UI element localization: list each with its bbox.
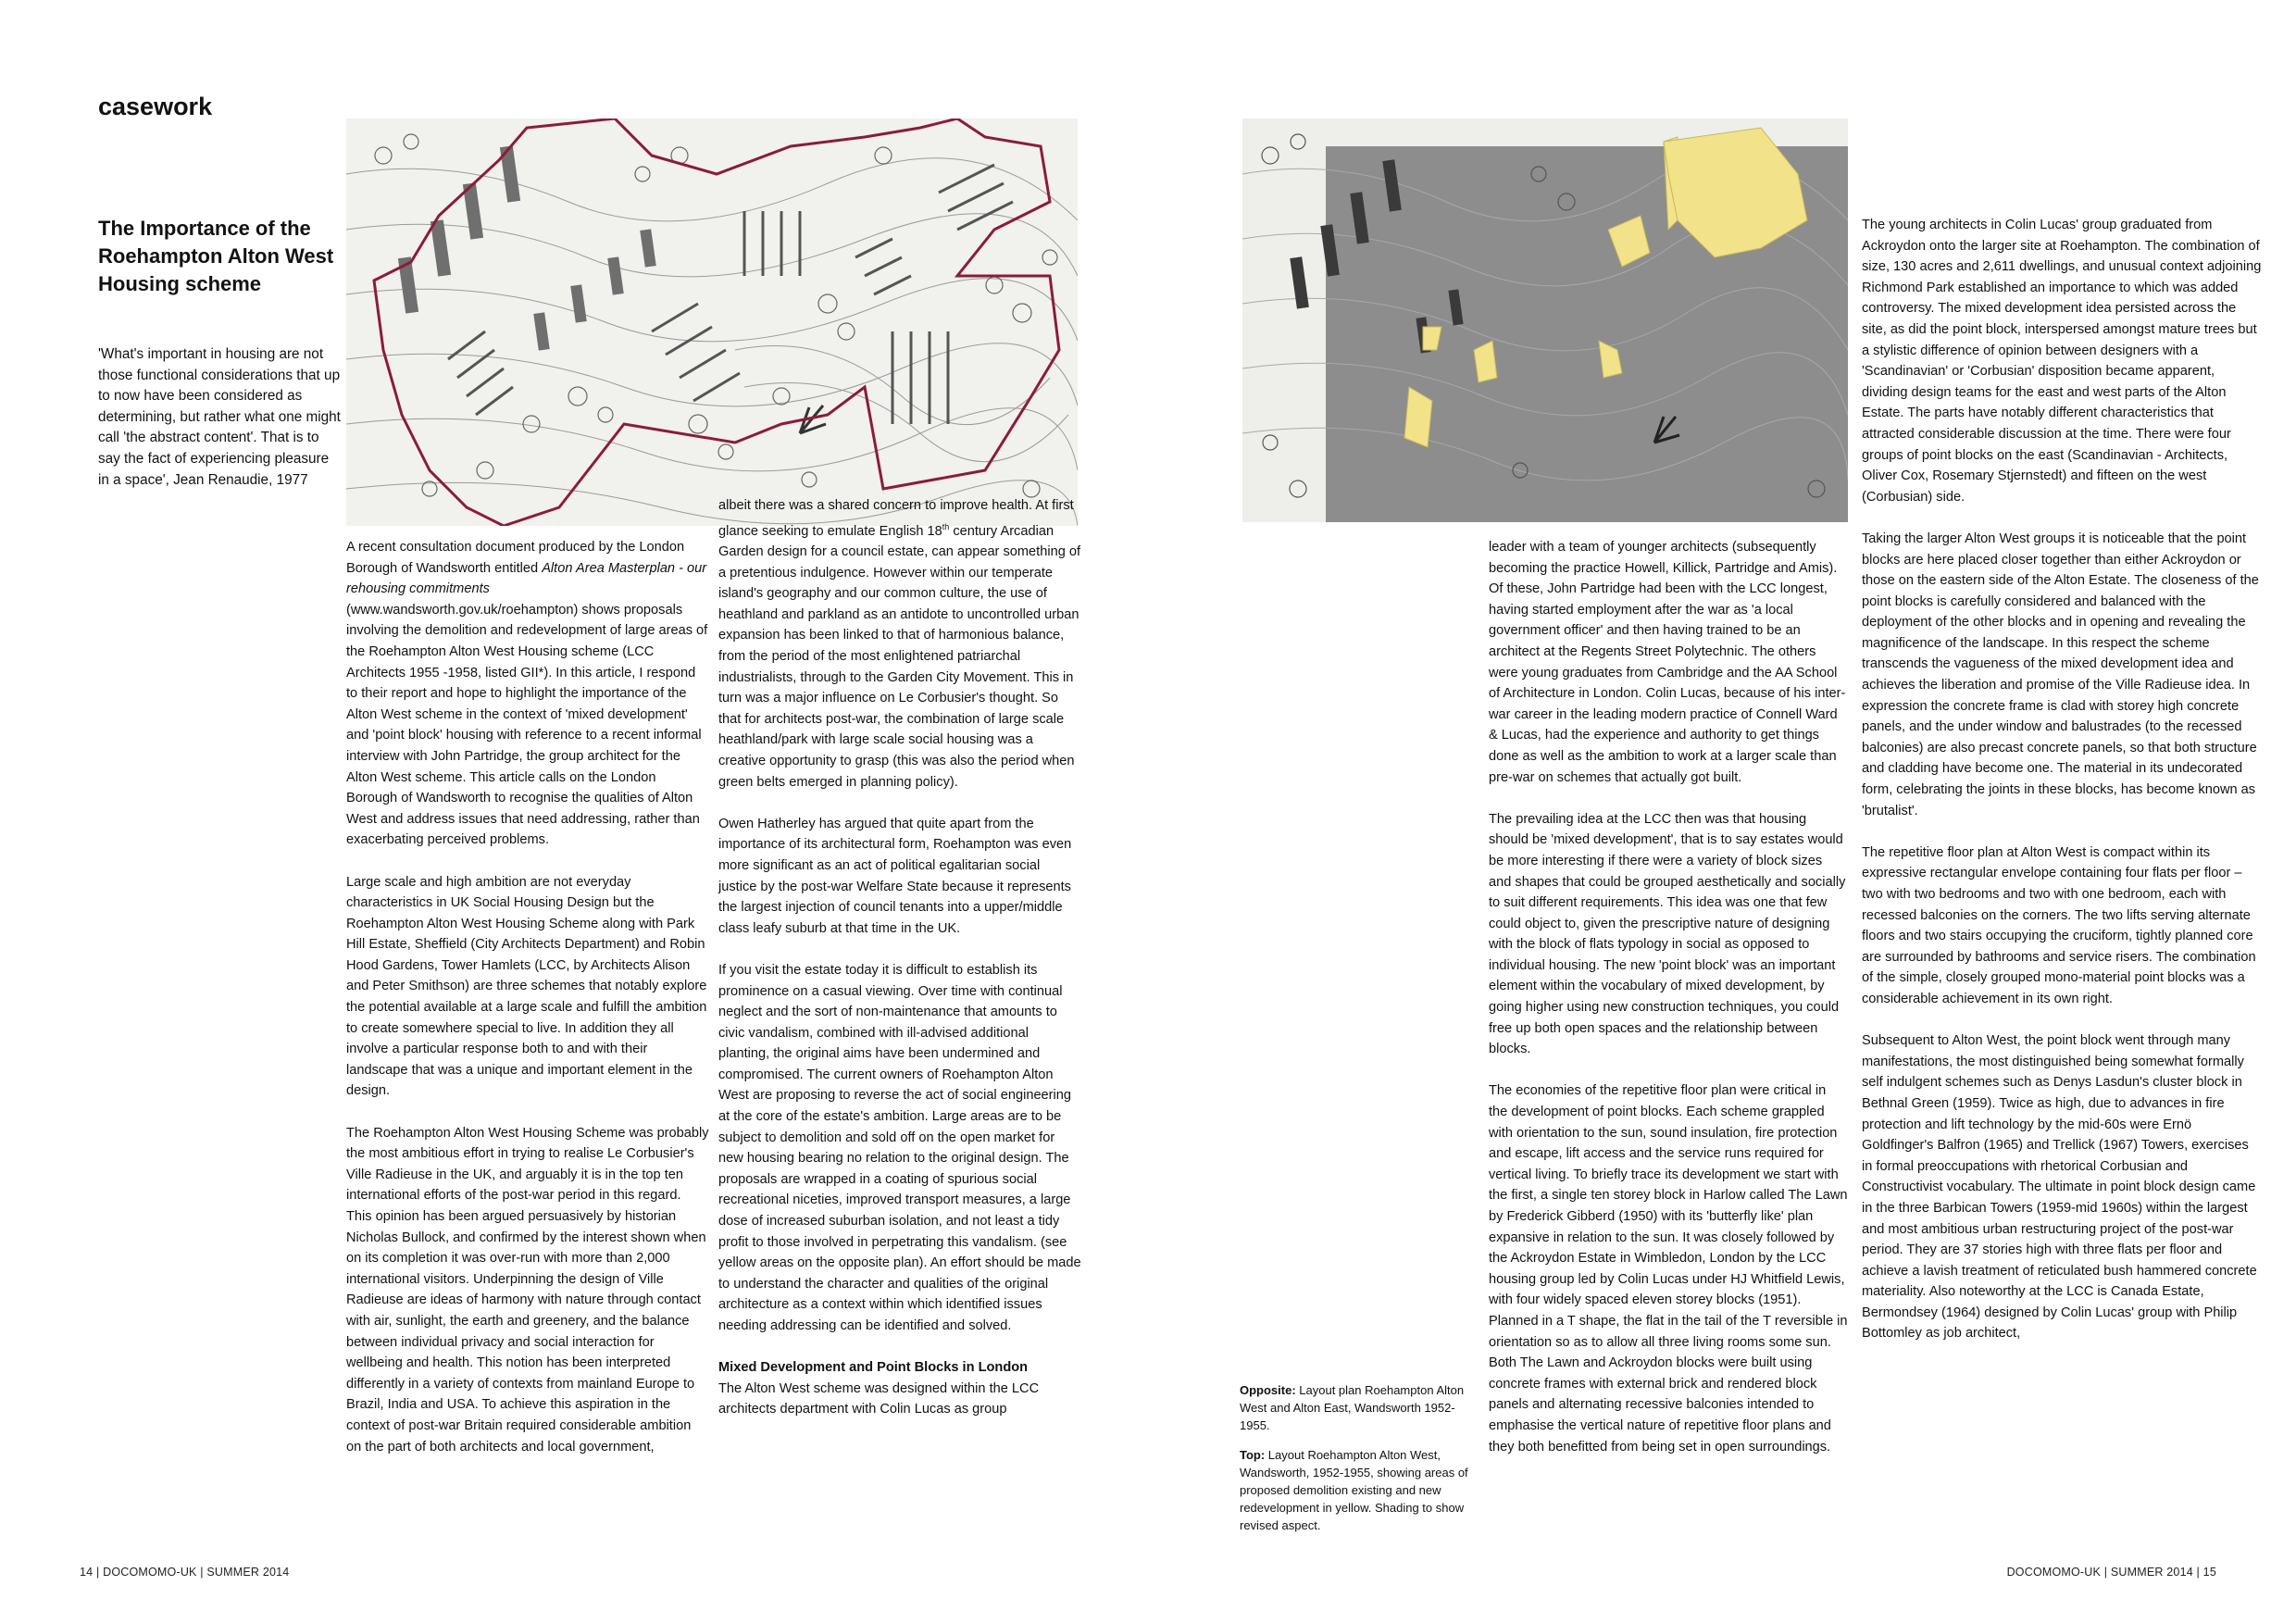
column4-paragraph-4: Subsequent to Alton West, the point block went through many manifestations, the most distinguished being somewhat formally self indulgent schemes such as Denys Lasdun's cluster block in Bethnal Green (1959). Twice as high, due to advances in fire protection and lift technology by the mid-60s were Ernö Goldfinger's Balfron (1965) and Trellick (1967) Towers, exercises in formal preoccupations with rhetorical Corbusian and Constructivist vocabulary. The ultimate in point block design came in the three Barbican Towers (1959-mid 1960s) within the largest and most ambitious urban restructuring project of the post-war period. They are 37 stories high with three flats per floor and achieve a lavish treatment of reticulated bush hammered concrete materiality. Also noteworthy at the LCC is Canada Estate, Bermondsey (1964) designed by Colin Lucas' group with Philip Bottomley as job architect, (1862, 1033, 2257, 1342)
column2-paragraph-1: albeit there was a shared concern to improve health. At first glance seeking to emulate English 18th century Arcadian Garden design for a council estate, can appear something of a pretentious indulgence. However within our temperate island's geography and our common culture, the use of heathland and parkland as an antidote to uncontrolled urban expansion has been linked to that of harmonious balance, from the period of the most enlightened patriarchal industrialists, through to the Garden City Movement. This in turn was a major influence on Le Corbusier's thought. So that for architects post-war, the combination of large scale heathland/park with large scale social housing was a creative opportunity to grasp (this was also the period when green belts emerged in planning policy). (718, 498, 1081, 790)
site-plan-drawing (346, 119, 1078, 526)
column1-paragraph-3: The Roehampton Alton West Housing Scheme was probably the most ambitious effort in trying to realise Le Corbusier's Ville Radieuse in the UK, and arguably it is in the top ten international efforts of the post-war period in this regard. This opinion has been argued persuasively by historian Nicholas Bullock, and confirmed by the interest shown when on its completion it was over-run with more than 2,000 international visitors. Underpinning the design of Ville Radieuse are ideas of harmony with nature through contact with air, sunlight, the earth and greenery, and the balance between individual privacy and social interaction for wellbeing and health. This notion has been interpreted differently in a variety of contexts from mainland Europe to Brazil, India and USA. To achieve this aspiration in the context of post-war Britain required considerable ambition on the part of both architects and local government, (346, 1125, 709, 1454)
column3-paragraph-1: leader with a team of younger architects (subsequently becoming the practice Howell, Killick, Partridge and Amis). Of these, John Partridge had been with the LCC longest, having started employment after the war as 'a local government officer' and then having trained to be an architect at the Regents Street Polytechnic. The others were young graduates from Cambridge and the AA School of Architecture in London. Colin Lucas, because of his inter-war career in the leading modern practice of Connell Ward & Lucas, had the experience and authority to get things done as well as the ambition to work at a larger scale than pre-war on schemes that actually got built. (1489, 540, 1846, 785)
caption-opposite: Opposite: Layout plan Roehampton Alton West and Alton East, Wandsworth 1952-1955. (1240, 1383, 1465, 1432)
column2-paragraph-3: If you visit the estate today it is difficult to establish its prominence on a casual viewing. Over time with continual neglect and the sort of non-maintenance that amounts to civic vandalism, combined with ill-advised additional planting, the original aims have been undermined and compromised. The current owners of Roehampton Alton West are proposing to reverse the act of social engineering at the core of the estate's ambition. Large areas are to be subject to demolition and sold off on the open market for new housing bearing no relation to the original design. The proposals are wrapped in a coating of spurious social recreational niceties, improved transport measures, a large dose of increased suburban isolation, and not least a tidy profit to those involved in perpetrating this vandalism. (see yellow areas on the opposite plan). An effort should be made to understand the character and qualities of the original architecture as a context within which identified issues needing addressing can be identified and solved. (718, 962, 1081, 1334)
column2-paragraph-2: Owen Hatherley has argued that quite apart from the importance of its architectural form, Roehampton was even more significant as an act of political egalitarian social justice by the post-war Welfare State because it represents the largest injection of council tenants into a upper/middle class leafy suburb at that time in the UK. (718, 816, 1072, 936)
section-label: casework (98, 93, 213, 120)
figure-caption (1240, 1382, 1480, 1547)
section-subheading: Mixed Development and Point Blocks in London (718, 1360, 1029, 1376)
column4-paragraph-1: The young architects in Colin Lucas' group graduated from Ackroydon onto the larger site at Roehampton. The combination of size, 130 acres and 2,611 dwellings, and unusual context adjoining Richmond Park established an importance to which was added controversy. The mixed development idea persisted across the site, as did the point block, interspersed amongst mature trees but a stylistic difference of opinion between designers with a 'Scandinavian' or 'Corbusian' disposition became apparent, dividing design teams for the east and west parts of the Alton Estate. The parts have notably different characteristics that attracted considerable discussion at the time. There were four groups of point blocks on the east (Scandinavian - Architects, Oliver Cox, Rosemary Stjernstedt) and fifteen on the west (Corbusian) side. (1862, 218, 2262, 505)
column1-paragraph-2: Large scale and high ambition are not everyday characteristics in UK Social Housing Design but the Roehampton Alton West Housing Scheme along with Park Hill Estate, Sheffield (City Architects Department) and Robin Hood Gardens, Tower Hamlets (LCC, by Architects Alison and Peter Smithson) are three schemes that notably explore the potential available at a large scale and fulfill the ambition to create somewhere special to live. In addition they all involve a particular response both to and with their landscape that was a unique and important element in the design. (346, 874, 707, 1099)
column3-paragraph-3: The economies of the repetitive floor plan were critical in the development of point blocks. Each scheme grappled with orientation to the sun, sound insulation, fire protection and escape, lift access and the service runs required for vertical living. To briefly trace its development we start with the first, a single ten storey block in Harlow called The Lawn by Frederick Gibberd (1950) with its 'butterfly like' plan expansive in relation to the sun. It was closely followed by the Ackroydon Estate in Wimbledon, London by the LCC housing group led by Colin Lucas under HJ Whitfield Lewis, with four widely spaced eleven storey blocks (1951). Planned in a T shape, the flat in the tail of the T reversible in orientation so as to allow all three living rooms some sun. Both The Lawn and Ackroydon blocks were built using concrete frames with external brick and rendered block panels and alternating recessive balconies intended to emphasise the vertical nature of repetitive floor plans and they both benefitted from being set in open surroundings. (1489, 1083, 1848, 1454)
column1-paragraph-1: A recent consultation document produced by the London Borough of Wandsworth entitled Alton Area Masterplan - our rehousing commitments (www.wandsworth.gov.uk/roehampton) shows proposals involving the demolition and redevelopment of large areas of the Roehampton Alton West Housing scheme (LCC Architects 1955 -1958, listed GII*). In this article, I respond to their report and hope to highlight the importance of the Alton West scheme in the context of 'mixed development' and 'point block' housing with reference to a recent informal interview with John Partridge, the group architect for the Alton West scheme. This article calls on the London Borough of Wandsworth to recognise the qualities of Alton West and address issues that need addressing, rather than exacerbating perceived problems. (346, 540, 708, 848)
body-column-3 (1489, 537, 1848, 1457)
column4-paragraph-2: Taking the larger Alton West groups it is noticeable that the point blocks are here placed closer together than either Ackroydon or those on the eastern side of the Alton Estate. The closeness of the point blocks is carefully considered and balanced with the deployment of the other blocks and in opening and revealing the magnificence of the landscape. In this respect the scheme transcends the vagueness of the mixed development idea and achieves the liberation and promise of the Ville Radieuse idea. In expression the concrete frame is clad with storey high concrete panels, and the under window and balustrades (to the recessed balconies) are also precast concrete panels, so that both structure and cladding have become one. The material in its undecorated form, celebrating the joints in these blocks, has become known as 'brutalist'. (1862, 531, 2259, 818)
column4-paragraph-3: The repetitive floor plan at Alton West is compact within its expressive rectangular envelope containing four flats per floor – two with two bedrooms and two with one bedroom, each with recessed balconies on the corners. The two lifts serving alternate floors and two stairs occupying the cruciform, tightly planned core are surrounded by bathrooms and service risers. The combination of the simple, closely grouped mono-material point blocks was a considerable achievement in its own right. (1862, 844, 2256, 1006)
proposed-demolition-plan (1242, 119, 1848, 522)
body-column-1 (346, 537, 709, 1457)
page-footer-left: 14 | DOCOMOMO-UK | SUMMER 2014 (80, 1566, 290, 1579)
body-column-2 (718, 495, 1081, 1420)
caption-top: Top: Layout Roehampton Alton West, Wandsworth, 1952-1955, showing areas of proposed demolition existing and new redevelopment in yellow. Shading to show revised aspect. (1240, 1448, 1468, 1532)
site-plan-map-left (346, 119, 1078, 526)
article-title: The Importance of the Roehampton Alton West Housing scheme (98, 217, 334, 295)
body-column-4 (1862, 215, 2262, 1344)
column2-paragraph-4: The Alton West scheme was designed within the LCC architects department with Colin Lucas as group (718, 1380, 1040, 1417)
page-footer-right: DOCOMOMO-UK | SUMMER 2014 | 15 (2006, 1566, 2216, 1579)
site-plan-map-right (1242, 119, 1848, 522)
pullquote: 'What's important in housing are not those functional considerations that up to now have been considered as determining, but rather what one might call 'the abstract content'. That is to say the fact of experiencing pleasure in a space', Jean Renaudie, 1977 (98, 346, 341, 488)
column3-paragraph-2: The prevailing idea at the LCC then was that housing should be 'mixed development', that is to say estates would be more interesting if there were a variety of block sizes and shapes that could be grouped aesthetically and socially to suit different requirements. This idea was one that few could object to, given the prescriptive nature of designing with the block of flats typology in social as opposed to individual housing. The new 'point block' was an important element within the vocabulary of mixed development, by going higher using new construction techniques, you could free up both open spaces and the relationship between blocks. (1489, 811, 1846, 1057)
